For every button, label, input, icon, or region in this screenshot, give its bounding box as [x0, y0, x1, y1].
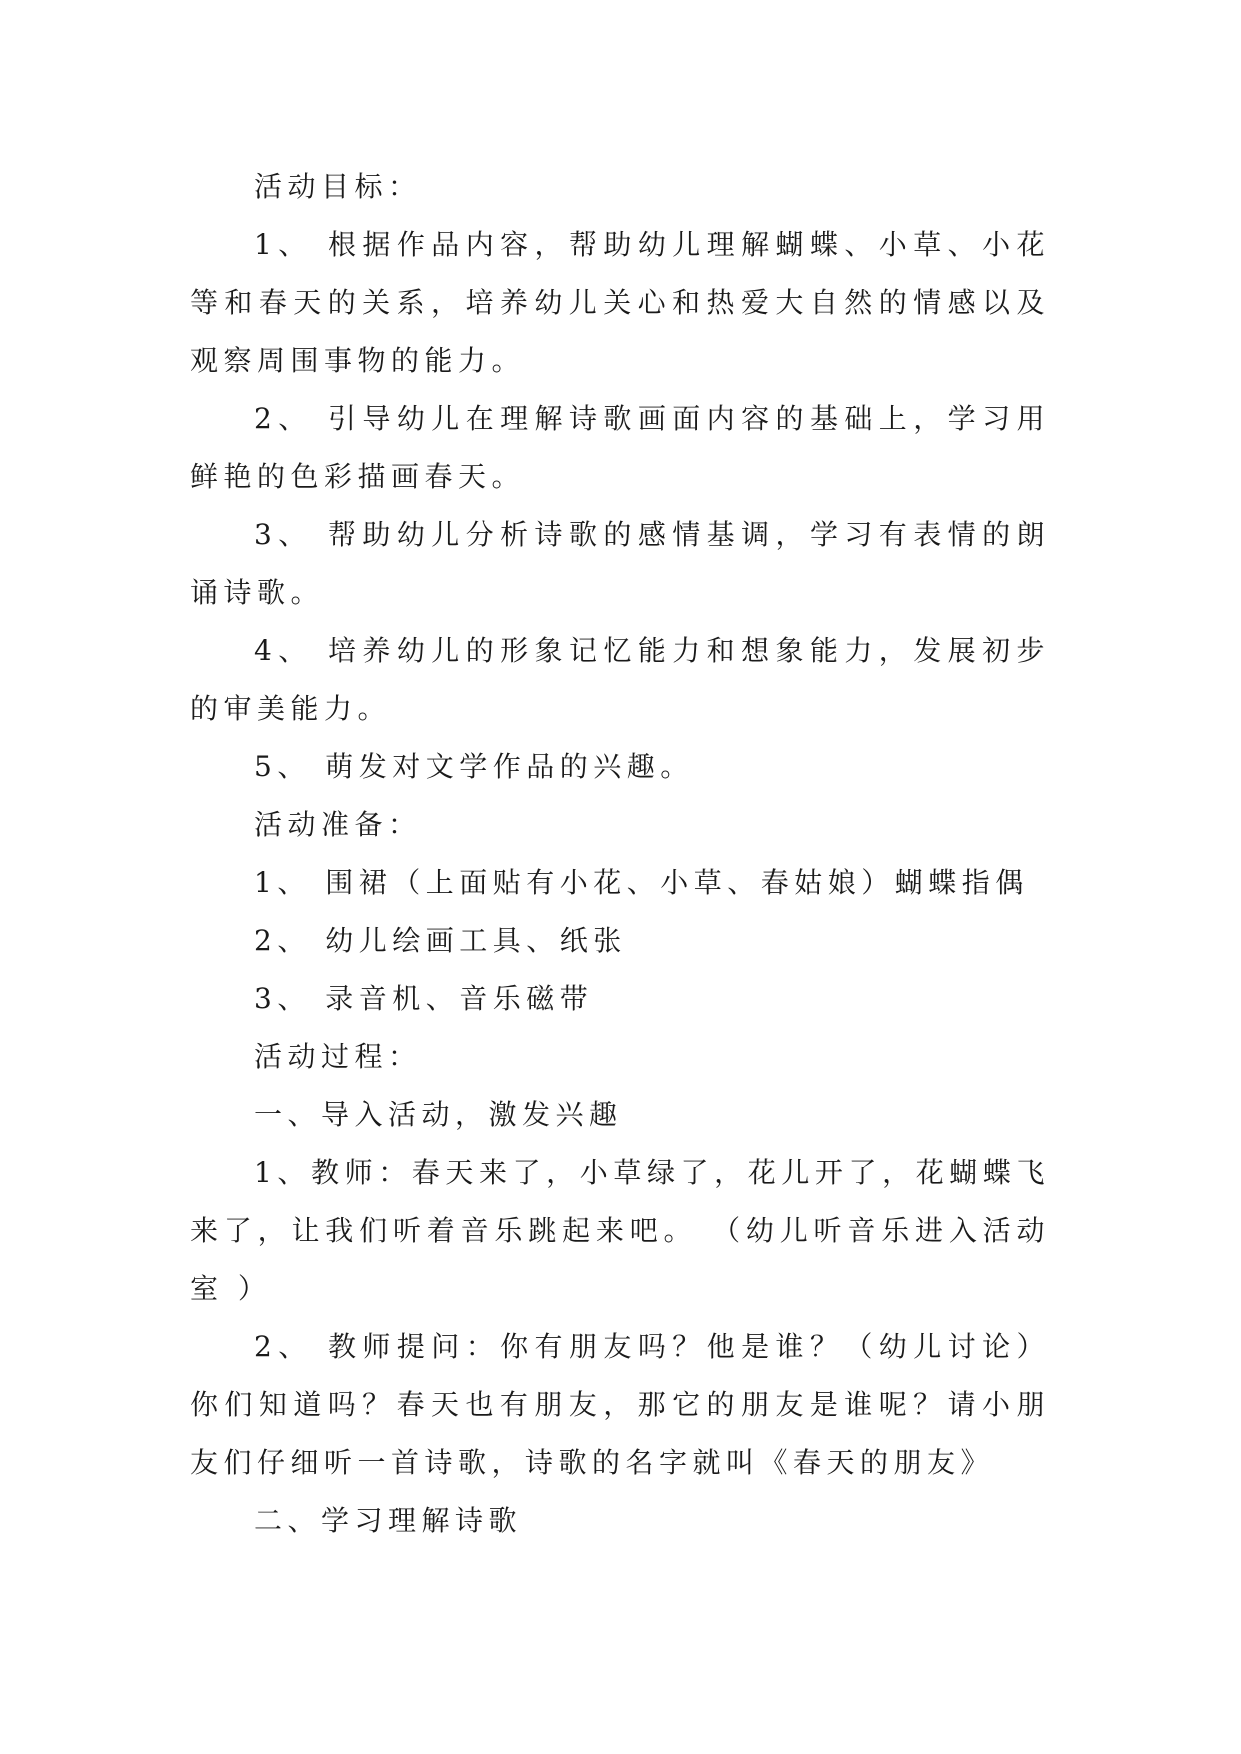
preparation-item-3: 3、 录音机、音乐磁带 [254, 982, 594, 1015]
document-page [190, 158, 1050, 1550]
goal-item-2: 2、 引导幼儿在理解诗歌画面内容的基础上，学习用鲜艳的色彩描画春天。 [190, 402, 1050, 493]
preparation-item-2: 2、 幼儿绘画工具、纸张 [254, 924, 627, 957]
goal-item-5: 5、 萌发对文学作品的兴趣。 [254, 750, 694, 783]
goal-item-3: 3、 帮助幼儿分析诗歌的感情基调，学习有表情的朗诵诗歌。 [190, 518, 1050, 609]
heading-activity-preparation: 活动准备： [254, 808, 422, 841]
goal-item-1: 1、 根据作品内容，帮助幼儿理解蝴蝶、小草、小花等和春天的关系，培养幼儿关心和热爱大自然的情感以及观察周围事物的能力。 [190, 228, 1050, 377]
heading-activity-process: 活动过程： [254, 1040, 422, 1073]
process-step-1: 1、教师：春天来了，小草绿了，花儿开了，花蝴蝶飞来了，让我们听着音乐跳起来吧。 （幼儿听音乐进入活动室 ） [190, 1156, 1050, 1305]
process-section-2-title: 二、学习理解诗歌 [254, 1504, 523, 1537]
heading-activity-goals: 活动目标： [254, 170, 422, 203]
preparation-item-1: 1、 围裙（上面贴有小花、小草、春姑娘）蝴蝶指偶 [254, 866, 1029, 899]
goal-item-4: 4、 培养幼儿的形象记忆能力和想象能力，发展初步的审美能力。 [190, 634, 1050, 725]
process-step-2: 2、 教师提问：你有朋友吗？他是谁？（幼儿讨论）你们知道吗？春天也有朋友，那它的朋友是谁呢？请小朋友们仔细听一首诗歌，诗歌的名字就叫《春天的朋友》 [190, 1330, 1050, 1479]
process-section-1-title: 一、导入活动，激发兴趣 [254, 1098, 623, 1131]
